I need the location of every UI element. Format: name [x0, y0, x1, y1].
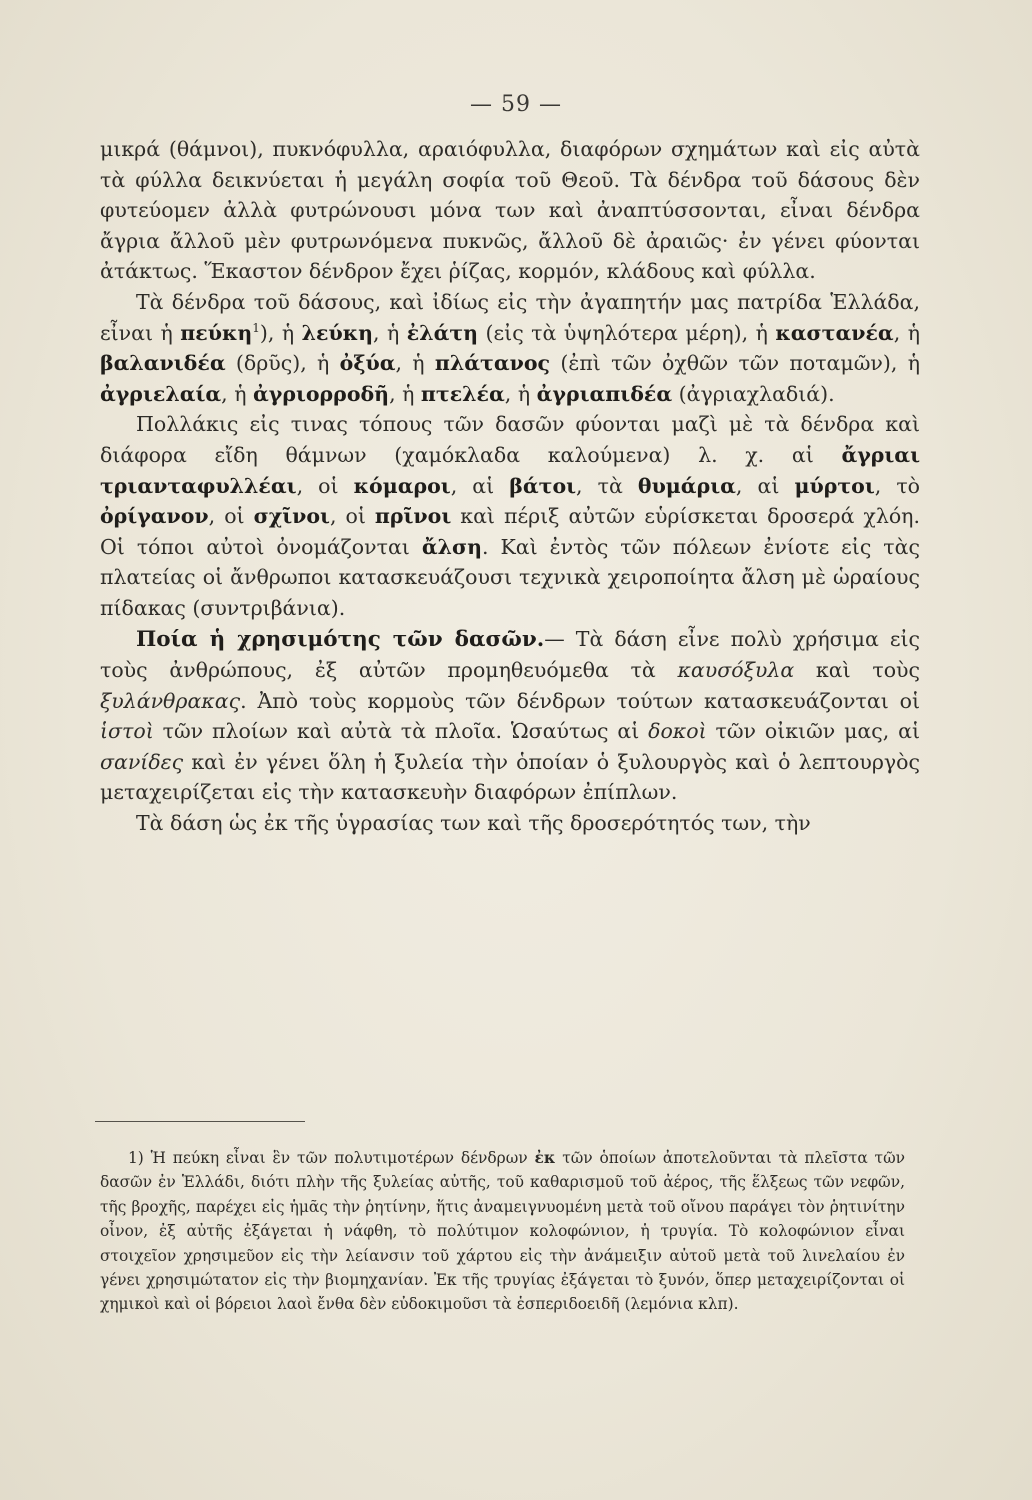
term-schinoi: σχῖνοι — [253, 504, 330, 529]
term-pefki: πεύκη — [180, 320, 253, 345]
term-balanidea: βαλανιδέα — [100, 351, 226, 376]
term-lefki: λεύκη — [301, 320, 373, 345]
text-run: Ἡ πεύκη εἶναι ἓν τῶν πολυτιμοτέρων δένδρων — [150, 1149, 535, 1167]
term-dokoi: δοκοὶ — [648, 719, 707, 744]
term-kastanea: καστανέα — [775, 320, 894, 345]
text-run: καὶ ἐν γένει ὅλη ἡ ξυλεία τὴν ὁποίαν ὁ ξυλουργὸς καὶ ὁ λεπτουργὸς μεταχειρίζεται εἰς τὴν κατασκευὴν διαφόρων ἐπίπλων. — [100, 749, 920, 805]
term-komaroi: κόμαροι — [353, 473, 451, 498]
text-run: καὶ πέριξ αὐτῶν εὑρίσκεται δροσερά χλόη. Οἱ τόποι αὐτοὶ ὀνομάζονται — [100, 504, 920, 559]
text-run: , ἡ — [221, 381, 254, 406]
text-run: , ἡ — [893, 320, 920, 345]
text-run: , οἱ — [329, 504, 375, 529]
text-run: ), ἡ — [259, 320, 302, 345]
text-run: , τὰ — [576, 473, 638, 498]
footnote-divider — [95, 1121, 305, 1122]
text-run: τῶν πλοίων καὶ αὐτὰ τὰ πλοῖα. Ὡσαύτως αἱ — [153, 719, 649, 744]
text-run: , αἱ — [735, 473, 795, 498]
term-oxya: ὀξύα — [339, 351, 396, 376]
term-kafsoxyla: καυσόξυλα — [677, 658, 795, 683]
term-myrtoi: μύρτοι — [794, 473, 875, 498]
text-run: , αἱ — [450, 473, 510, 498]
page-number: — 59 — — [470, 92, 562, 117]
term-origanon: ὀρίγανον — [100, 504, 209, 529]
text-run: , οἱ — [208, 504, 254, 529]
text-run: (ἀγριαχλαδιά). — [672, 381, 835, 406]
text-run: τῶν ὁποίων ἀποτελοῦνται τὰ πλεῖστα τῶν δασῶν ἐν Ἑλλάδι, διότι πλὴν τῆς ξυλείας αὐτῆς, τοῦ καθαρισμοῦ τοῦ ἀέρος, τῆς ἕλξεως τῶν νεφῶν, τῆς βροχῆς, παρέχει εἰς ἡμᾶς τὴν ῥητίνην, ἥτις ἀναμειγνυομένη μετὰ τοῦ οἴνου παράγει τὸν ῥητινίτην οἶνον, ἐξ αὐτῆς ἐξάγεται ἡ νάφθη, τὸ πολύτιμον κολοφώνιον, ἡ τρυγία. Τὸ κολοφώνιον εἶναι στοιχεῖον χρησιμεῦον εἰς τὴν λείανσιν τοῦ χάρτου εἰς τὴν ἀνάμειξιν αὐτοῦ μετὰ τοῦ λινελαίου ἐν γένει χρησιμώτατον εἰς τὴν βιομηχανίαν. Ἐκ τῆς τρυγίας ἐξάγεται τὸ ξυνόν, ὅπερ μεταχειρίζονται οἱ χημικοὶ καὶ οἱ βόρειοι λαοὶ ἔνθα δὲν εὐδοκιμοῦσι τὰ ἑσπεριδοειδῆ (λεμόνια κλπ). — [100, 1149, 905, 1314]
term-agriapidea: ἀγριαπιδέα — [536, 381, 673, 406]
paragraph-2 — [100, 287, 920, 409]
text-run: Πολλάκις εἰς τινας τόπους τῶν δασῶν φύονται μαζὶ μὲ τὰ δένδρα καὶ διάφορα εἴδη θάμνων (χαμόκλαδα καλούμενα) λ. χ. αἱ — [100, 412, 920, 467]
term-triantafyllees: ἄγριαι τριανταφυλλέαι — [100, 442, 920, 498]
term-elati: ἐλάτη — [406, 320, 479, 345]
footnote-ref: 1 — [252, 320, 260, 335]
section-heading: Ποία ἡ χρησιμότης τῶν δασῶν. — [136, 626, 545, 652]
text-run: . Ἀπὸ τοὺς κορμοὺς τῶν δένδρων τούτων κατασκευάζονται οἱ — [240, 688, 920, 713]
term-platanos: πλάτανος — [434, 351, 551, 376]
term-alsi: ἄλση — [421, 534, 482, 559]
term-batoi: βάτοι — [509, 473, 577, 498]
text-run: , τὸ — [874, 473, 921, 498]
text-run: , ἡ — [372, 320, 407, 345]
text-run: καὶ τοὺς — [794, 658, 920, 683]
paragraph-4 — [100, 624, 920, 809]
paragraph-3 — [100, 409, 920, 623]
paragraph-1 — [100, 134, 920, 287]
text-run: (εἰς τὰ ὑψηλότερα μέρη), ἡ — [478, 320, 776, 345]
term-prinoi: πρῖνοι — [374, 504, 452, 529]
text-run: . Καὶ ἐντὸς τῶν πόλεων ἐνίοτε εἰς τὰς πλατείας οἱ ἄνθρωποι κατασκευάζουσι τεχνικὰ χειροποίητα ἄλση μὲ ὡραίους πίδακας (συντριβάνια). — [100, 534, 920, 620]
text-run: μικρά (θάμνοι), πυκνόφυλλα, αραιόφυλλα, διαφόρων σχημάτων καὶ εἰς αὐτὰ τὰ φύλλα δεικνύεται ἡ μεγάλη σοφία τοῦ Θεοῦ. Τὰ δένδρα τοῦ δάσους δὲν φυτεύομεν ἀλλὰ φυτρώνουσι μόνα των καὶ ἀναπτύσσονται, εἶναι δένδρα ἄγρια ἄλλοῦ μὲν φυτρωνόμενα πυκνῶς, ἄλλοῦ δὲ ἀραιῶς· ἐν γένει φύονται ἀτάκτως. Ἕκαστον δένδρον ἔχει ῥίζας, κορμόν, κλάδους καὶ φύλλα. — [100, 137, 920, 284]
text-run: , οἱ — [296, 473, 354, 498]
text-run: τῶν οἰκιῶν μας, αἱ — [706, 719, 921, 744]
footnote-marker: 1) — [128, 1149, 151, 1167]
text-run: , ἡ — [395, 351, 435, 376]
footnote — [100, 1146, 905, 1317]
text-run: , ἡ — [389, 381, 421, 406]
term-ptelea: πτελέα — [420, 381, 505, 406]
term-xylanthrakas: ξυλάνθρακας — [100, 688, 241, 713]
term-istoi: ἱστοὶ — [100, 719, 154, 744]
footnote-paragraph — [100, 1146, 905, 1317]
text-run: , ἡ — [504, 381, 537, 406]
term-agrielaia: ἀγριελαία — [100, 381, 222, 406]
footnote-bold-word: ἐκ — [534, 1149, 556, 1167]
text-run: Τὰ δένδρα τοῦ δάσους, καὶ ἰδίως εἰς τὴν ἀγαπητήν μας πατρίδα Ἑλλάδα, εἶναι ἡ — [100, 289, 920, 345]
term-sanides: σανίδες — [100, 749, 184, 774]
text-run: (δρῦς), ἡ — [225, 351, 340, 376]
term-agriorrodi: ἀγριορροδῆ — [253, 381, 390, 406]
text-run: Τὰ δάση ὡς ἐκ τῆς ὑγρασίας των καὶ τῆς δροσερότητός των, τὴν — [136, 811, 811, 836]
text-run: (ἐπὶ τῶν ὀχθῶν τῶν ποταμῶν), ἡ — [550, 351, 920, 376]
main-text — [100, 134, 920, 839]
text-run: — Τὰ δάση εἶνε πολὺ χρήσιμα εἰς τοὺς ἀνθρώπους, ἐξ αὐτῶν προμηθευόμεθα τὰ — [100, 626, 920, 683]
term-thymaria: θυμάρια — [637, 473, 736, 498]
paragraph-5 — [100, 808, 920, 839]
